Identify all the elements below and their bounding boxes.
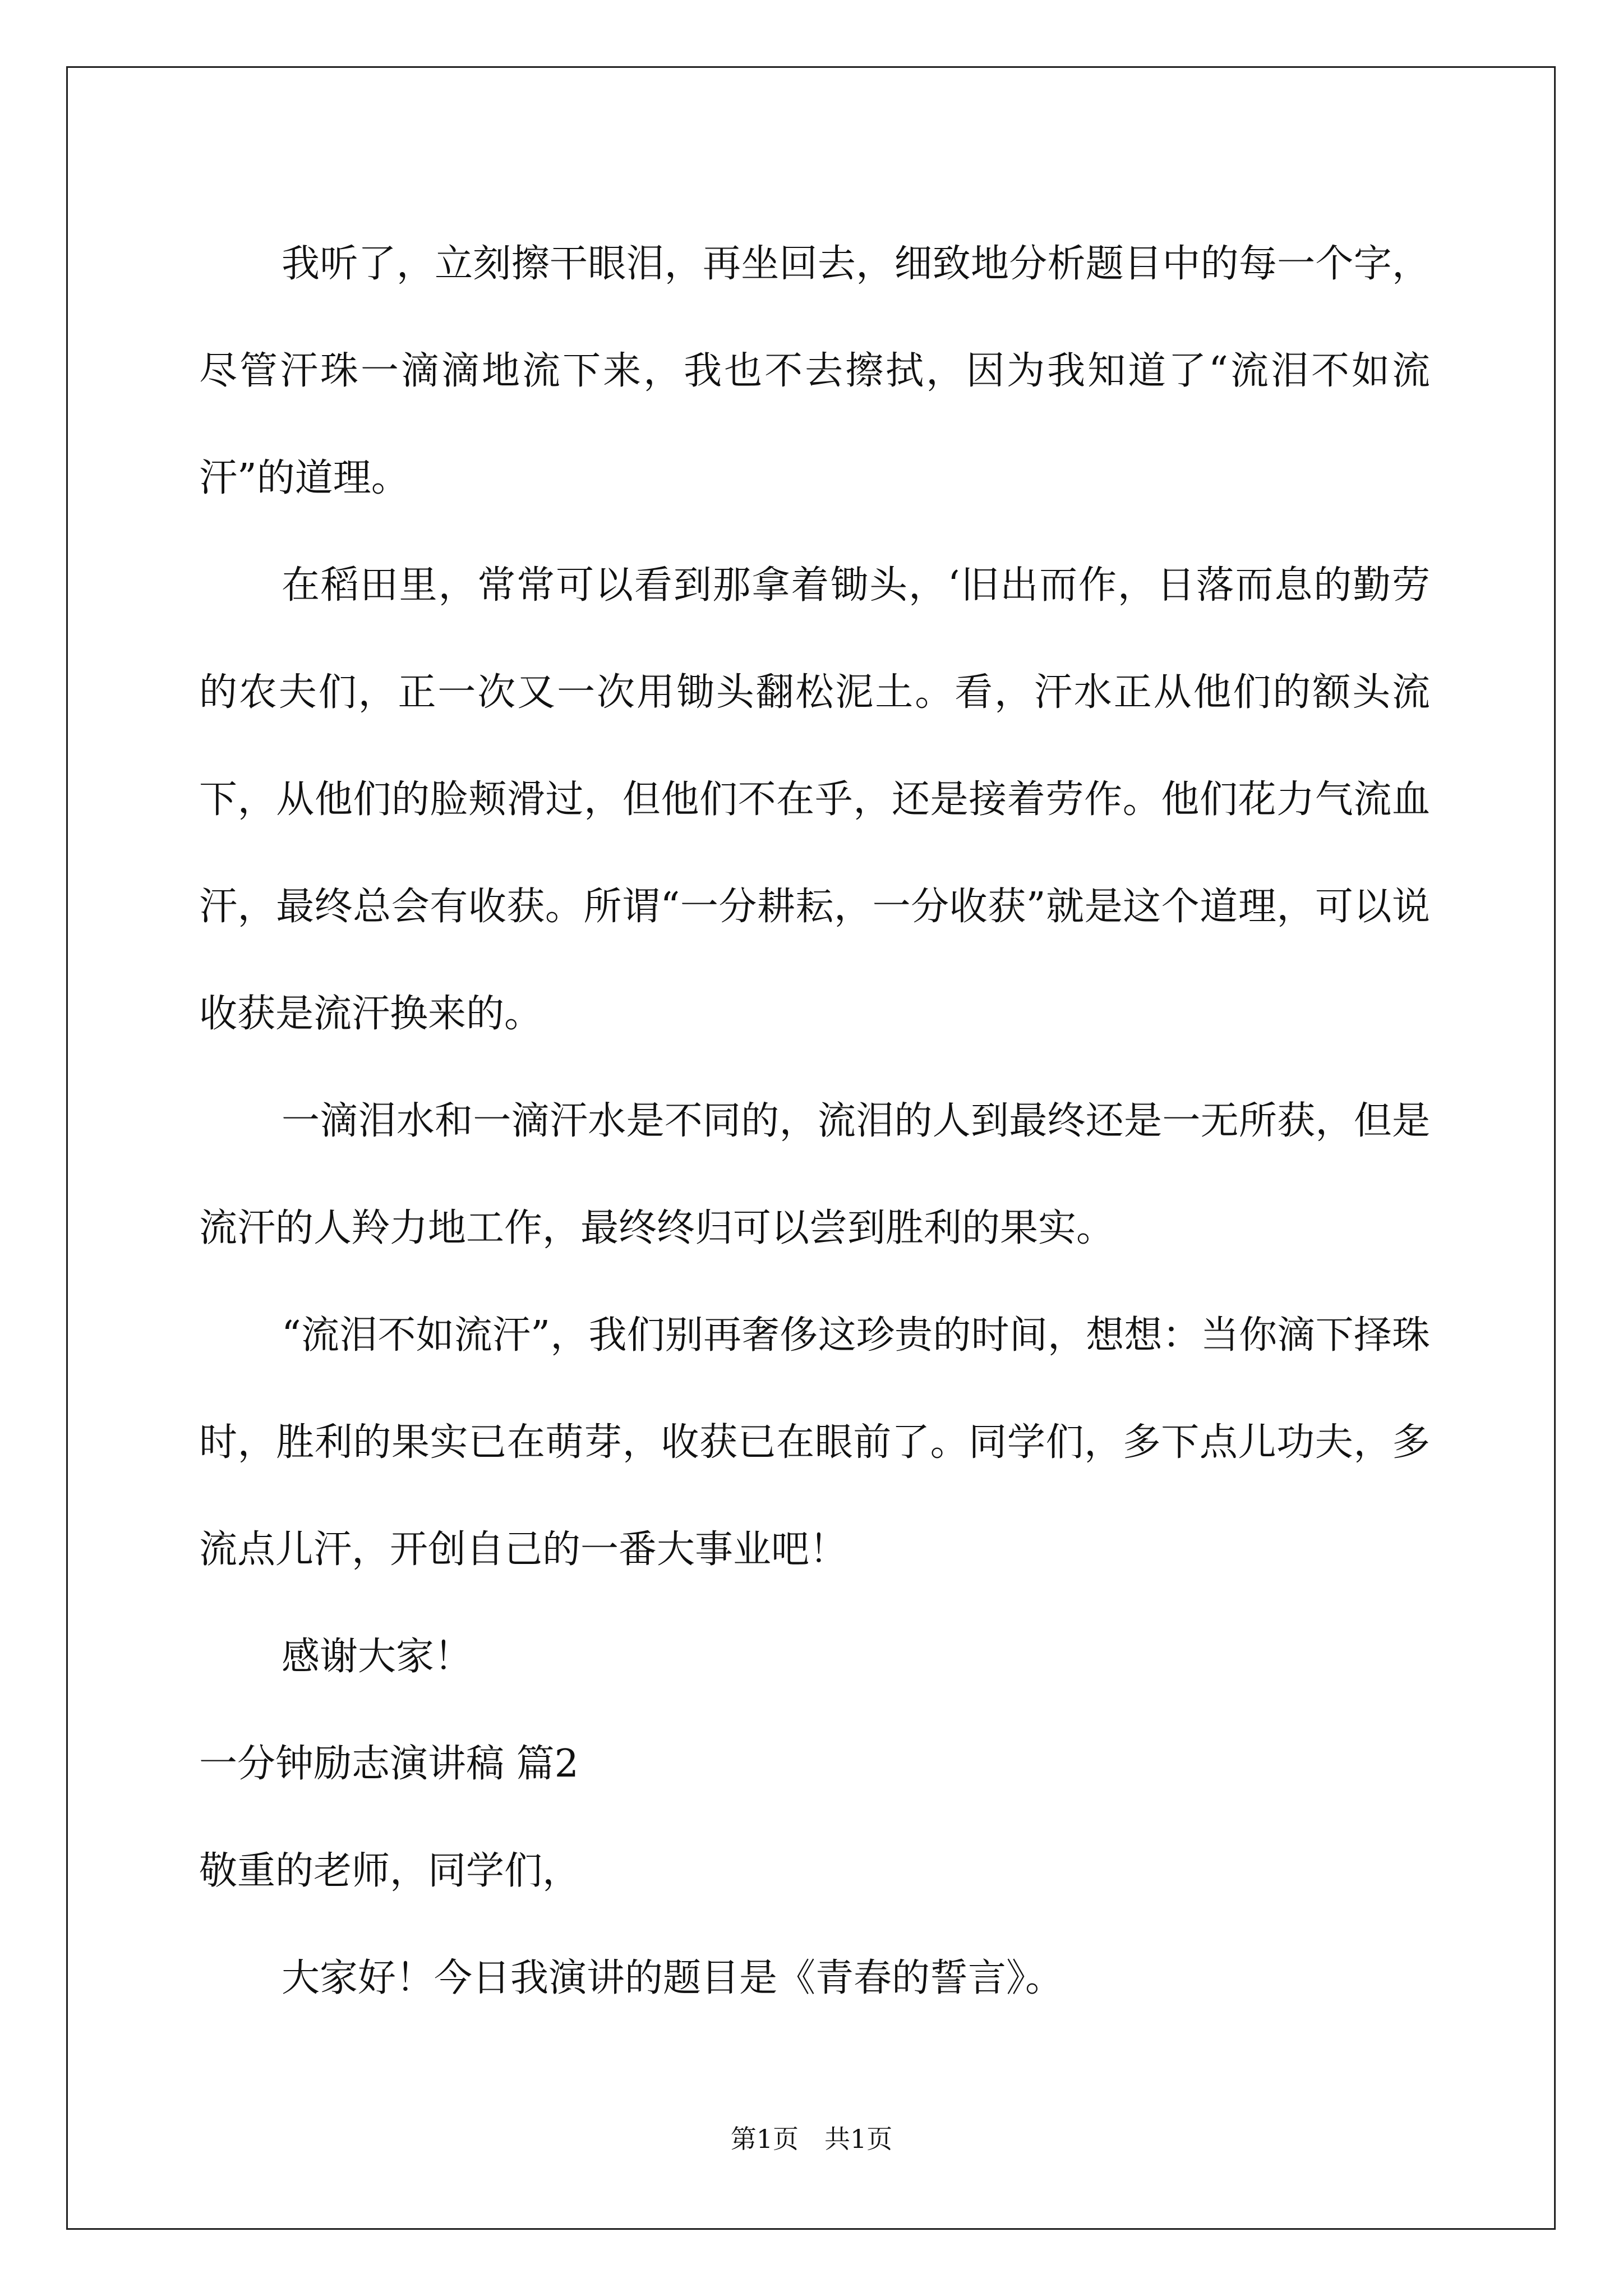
paragraph: 感谢大家！ [282,1635,473,1679]
salutation: 敬重的老师，同学们， [199,1849,581,1893]
paragraph: 我听了，立刻擦干眼泪，再坐回去，细致地分析题目中的每一个字，尽管汗珠一滴滴地流下来，我也不去擦拭，因为我知道了“流泪不如流汗”的道理。 [199,242,1430,500]
section-heading: 一分钟励志演讲稿 篇2 [199,1742,579,1786]
document-body [199,210,1430,2032]
paragraph: 大家好！今日我演讲的题目是《青春的誓言》。 [282,1956,1064,2000]
paragraph: 在稻田里，常常可以看到那拿着锄头，‘旧出而作，日落而息的勤劳的农夫们，正一次又一次用锄头翻松泥土。看，汗水正从他们的额头流下，从他们的脸颊滑过，但他们不在乎，还是接着劳作。他们花力气流血汗，最终总会有收获。所谓“一分耕耘，一分收获”就是这个道理，可以说收获是流汗换来的。 [199,563,1430,1036]
paragraph: “流泪不如流汗”，我们别再奢侈这珍贵的时间，想想：当你滴下择珠时，胜利的果实已在萌芽，收获已在眼前了。同学们，多下点儿功夫，多流点儿汗，开创自己的一番大事业吧！ [199,1313,1430,1572]
page-footer: 第1页 共1页 [730,2124,893,2154]
paragraph: 一滴泪水和一滴汗水是不同的，流泪的人到最终还是一无所获，但是流汗的人羚力地工作，最终终归可以尝到胜利的果实。 [199,1099,1430,1250]
